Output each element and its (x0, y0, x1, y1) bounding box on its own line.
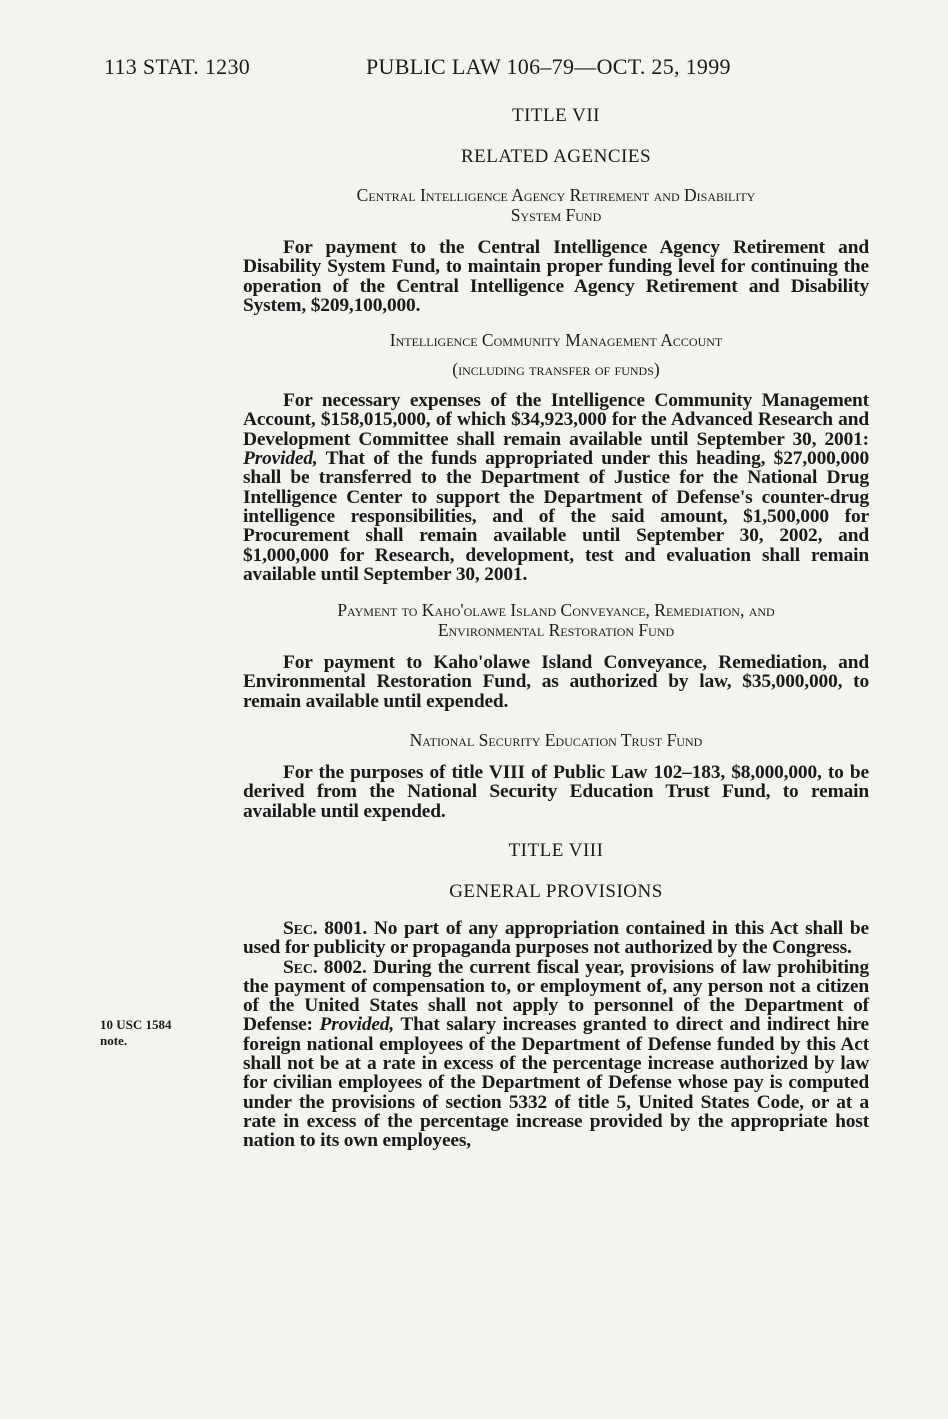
title-viii-heading: TITLE VIII (508, 839, 604, 861)
icma-text-part2: That of the funds appropriated under this heading, $27,000,000 shall be transferred to the Department of Justice for the National Drug Intelligence Center to support the Department of Defense's counter-drug intelligence responsibilities, and of the said amount, $1,500,000 for Procurement shall remain available until September 30, 2002, and $1,000,000 for Research, development, test and evaluation shall remain available until September 30, 2001. (243, 448, 869, 585)
kahoolawe-heading-line2: Environmental Restoration Fund (437, 620, 675, 641)
kahoolawe-heading (243, 600, 869, 640)
margin-note-line1: 10 USC 1584 (100, 1017, 172, 1032)
icma-heading: Intelligence Community Management Account (389, 330, 723, 351)
kahoolawe-paragraph: For payment to Kaho'olawe Island Conveyance, Remediation, and Environmental Restoration Fund, as authorized by law, $35,000,000, to remain available until expended. (243, 652, 869, 712)
page-header (104, 54, 864, 84)
nset-heading: National Security Education Trust Fund (409, 730, 703, 751)
icma-provided: Provided, (243, 448, 318, 470)
sec-8001-paragraph (243, 919, 869, 958)
title-viii-subtitle: GENERAL PROVISIONS (449, 880, 663, 902)
main-column (243, 100, 869, 1151)
kahoolawe-heading-line1: Payment to Kaho'olawe Island Conveyance, Remediation, and (337, 600, 775, 621)
sec-8002-label: Sec. 8002. (283, 956, 367, 978)
icma-paragraph (243, 391, 869, 584)
sec-8002-provided: Provided, (319, 1014, 395, 1036)
sec-8002-text-part1: During the current fiscal year, provisions of law prohibiting the payment of compensation to, or employment of, any person not a citizen of the United States shall not apply to personnel of the Department of Defense: (243, 956, 869, 1036)
stat-reference: 113 STAT. 1230 (104, 54, 251, 79)
title-vii-heading: TITLE VII (511, 105, 601, 126)
margin-note (100, 1017, 210, 1049)
margin-note-line2: note. (100, 1033, 128, 1048)
cia-fund-paragraph: For payment to the Central Intelligence Agency Retirement and Disability System Fund, to maintain proper funding level for continuing the operation of the Central Intelligence Agency Retirement and Disability System, $209,100,000. (243, 237, 869, 316)
nset-paragraph: For the purposes of title VIII of Public Law 102–183, $8,000,000, to be derived from the National Security Education Trust Fund, to remain available until expended. (243, 762, 869, 822)
icma-text-part1: For necessary expenses of the Intelligence Community Management Account, $158,015,000, of which $34,923,000 for the Advanced Research and Development Committee shall remain available until September 30, 2001: (243, 390, 869, 450)
cia-fund-heading-line1: Central Intelligence Agency Retirement and Disability (356, 185, 756, 205)
law-reference: PUBLIC LAW 106–79—OCT. 25, 1999 (366, 54, 731, 79)
cia-fund-heading-line2: System Fund (510, 205, 602, 225)
cia-fund-heading (243, 185, 869, 225)
sec-8002-text-part2: That salary increases granted to direct and indirect hire foreign national employees of the Department of Defense funded by this Act shall not be at a rate in excess of the percentage increase authorized by law for civilian employees of the Department of Defense whose pay is computed under the provisions of section 5332 of title 5, United States Code, or at a rate in excess of the percentage increase provided by the appropriate host nation to its own employees, (243, 1014, 869, 1152)
icma-subheading: (including transfer of funds) (452, 359, 660, 380)
sec-8001-label: Sec. 8001. (283, 917, 368, 939)
sec-8002-paragraph (243, 958, 869, 1151)
sec-8001-text: No part of any appropriation contained in this Act shall be used for publicity or propaganda purposes not authorized by the Congress. (243, 917, 869, 959)
title-vii-subtitle: RELATED AGENCIES (460, 146, 652, 167)
